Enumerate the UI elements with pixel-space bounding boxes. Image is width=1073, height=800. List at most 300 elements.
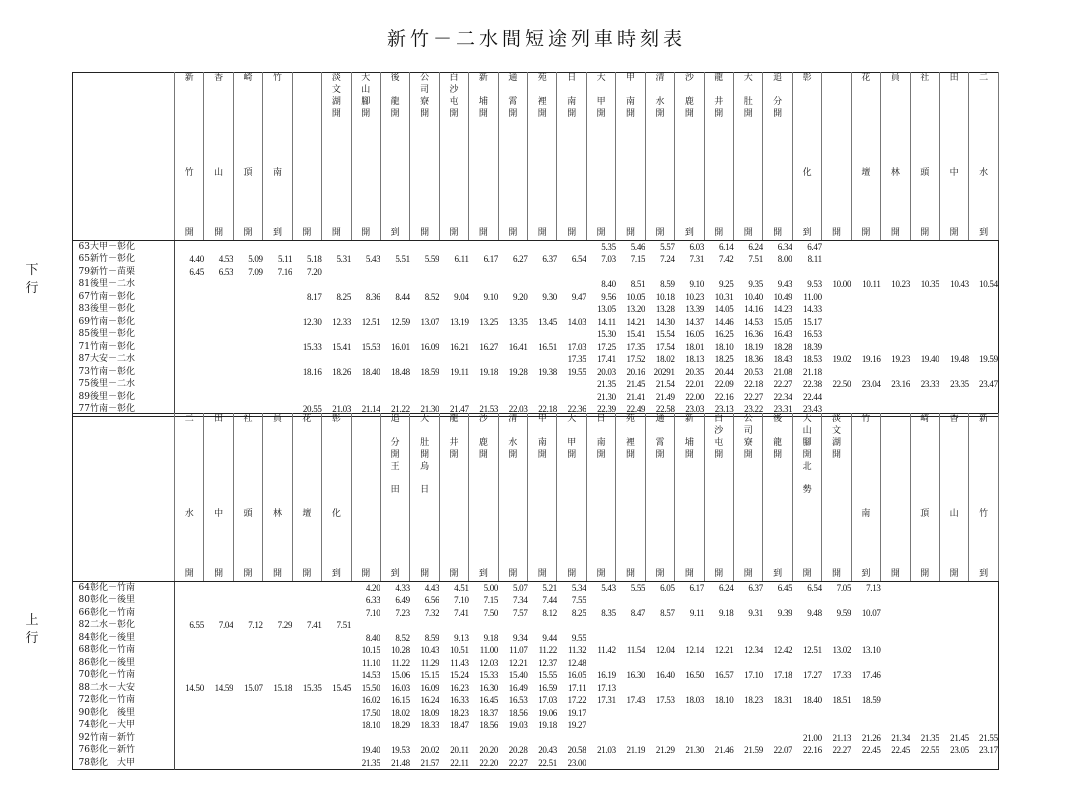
time-cell [322,644,351,657]
time-cell: 21.30 [597,391,616,402]
header-char [234,204,262,216]
time-cell: 21.35 [361,757,381,768]
time-cell [675,266,704,279]
time-cell [380,328,409,341]
time-cell: 23.22 [744,404,763,415]
header-char [705,180,733,192]
header-char: 竹 [979,509,989,520]
header-char [587,557,615,569]
header-char [969,557,997,569]
time-cell [557,303,586,316]
time-cell [439,278,468,291]
time-cell [292,657,321,670]
time-cell [822,632,851,645]
time-cell: 18.48 [391,366,410,377]
time-cell [969,240,998,253]
header-char [557,144,585,156]
train-label [73,607,175,620]
header-char [322,216,350,228]
header-char [410,426,438,438]
train-number: 73 [78,366,90,377]
time-cell [792,632,821,645]
train-number: 84 [78,632,90,643]
time-cell: 11.22 [391,657,410,668]
header-char: 開 [537,449,547,460]
header-char [175,533,203,545]
time-cell [263,303,292,316]
header-char: 田 [390,485,400,496]
time-cell [822,366,851,379]
header-char: 開 [684,568,694,579]
header-char [263,497,291,509]
time-cell [939,328,968,341]
time-cell: 12.51 [361,316,381,327]
time-cell: 20.02 [420,745,440,756]
time-cell [233,353,262,366]
header-char [734,545,762,557]
time-cell [822,266,851,279]
header-char [322,204,350,216]
header-char: 龍 [390,96,400,107]
time-cell [851,657,880,670]
time-cell: 15.24 [449,670,469,681]
header-char: 南 [272,168,282,179]
header-char [969,132,997,144]
time-cell: 20.43 [538,745,557,756]
time-cell [675,619,704,632]
time-cell: 22.16 [803,745,822,756]
header-char: 田 [214,414,224,424]
header-char [587,216,615,228]
header-char [734,557,762,569]
time-cell: 5.59 [424,254,440,265]
header-char [646,533,674,545]
header-char [293,180,321,192]
time-cell [881,328,910,341]
header-char: 員 [890,73,900,83]
time-cell [851,328,880,341]
time-cell: 16.03 [391,682,410,693]
header-char [675,426,703,438]
time-cell: 20.55 [302,404,322,415]
header-char [616,204,644,216]
time-cell [881,240,910,253]
time-cell: 7.04 [218,620,234,631]
time-cell [616,682,645,695]
header-char [204,473,232,485]
header-char [293,426,321,438]
time-cell: 7.50 [483,607,499,618]
time-cell [322,694,351,707]
table-row [73,594,999,607]
header-char [763,192,791,204]
time-cell [675,757,704,770]
time-cell [645,719,674,732]
header-char: 裡 [537,96,547,107]
header-char [940,545,968,557]
time-cell: 9.53 [807,279,822,290]
header-char [440,180,468,192]
train-label [73,682,175,695]
header-char: 開 [390,108,400,119]
header-char: 司 [743,425,753,436]
station-header [351,414,380,582]
time-cell: 21.46 [714,745,734,756]
time-cell [410,278,439,291]
time-cell [763,619,792,632]
header-char: 文 [331,84,341,95]
header-char [499,426,527,438]
time-cell [175,328,204,341]
time-cell: 14.03 [567,316,587,327]
time-cell [410,378,439,391]
header-char [322,426,350,438]
time-cell: 15.18 [273,682,293,693]
header-char [293,216,321,228]
time-cell [675,719,704,732]
header-char [587,533,615,545]
time-cell: 11.07 [509,645,528,656]
time-cell [763,732,792,745]
header-char: 花 [861,73,871,83]
train-label [73,266,175,279]
header-char [940,132,968,144]
time-cell [645,757,674,770]
time-cell: 16.01 [391,341,410,352]
header-char [616,497,644,509]
header-char [969,216,997,228]
time-cell: 14.23 [773,304,793,315]
header-char [528,426,556,438]
time-cell: 21.55 [979,732,998,743]
time-cell [881,669,910,682]
time-cell: 8.00 [777,254,793,265]
time-cell: 23.43 [803,404,822,415]
time-cell [175,694,204,707]
time-cell: 15.17 [803,316,822,327]
time-cell: 12.42 [773,645,793,656]
time-cell: 18.36 [744,354,763,365]
time-cell: 6.45 [777,582,793,593]
header-char [381,133,409,145]
header-char [675,216,703,228]
time-cell: 17.11 [567,682,587,693]
time-cell: 18.26 [332,366,352,377]
time-cell: 10.43 [950,279,969,290]
time-cell: 7.15 [630,254,646,265]
header-char [440,121,468,133]
header-char [940,204,968,216]
time-cell: 7.09 [248,266,263,277]
train-label [73,353,175,366]
header-char [469,557,497,569]
header-char: 白 [449,73,459,83]
station-header [939,414,968,582]
header-char [175,109,203,121]
time-cell [233,378,262,391]
time-cell: 15.40 [508,670,528,681]
time-cell [263,607,292,620]
train-route: 彰化－後里 [90,632,136,643]
header-char [322,121,350,133]
header-char [263,450,291,462]
time-cell: 21.49 [655,391,675,402]
header-char: 埔 [478,96,488,107]
header-char [675,474,703,486]
header-char [881,144,909,156]
header-char [587,462,615,474]
station-header [763,73,792,241]
header-char [911,545,939,557]
header-char [763,216,791,228]
header-char [499,509,527,521]
time-cell [969,607,998,620]
time-cell [822,719,851,732]
time-cell [557,619,586,632]
header-char [822,497,850,509]
time-cell [586,619,615,632]
time-cell [498,353,527,366]
header-char [881,414,909,426]
time-cell: 11.22 [538,645,557,656]
header-char [557,426,585,438]
time-cell: 14.46 [714,316,734,327]
time-cell [734,266,763,279]
time-cell: 13.07 [420,316,440,327]
time-cell: 7.24 [660,254,675,265]
time-cell [175,707,204,720]
time-cell: 18.37 [479,707,499,718]
header-char: 竹 [184,168,194,179]
header-char [557,204,585,216]
time-cell: 18.25 [714,354,734,365]
header-char [322,533,350,545]
time-cell [439,619,468,632]
header-char: 開 [449,227,459,238]
time-cell: 7.44 [542,595,557,606]
table-row [73,278,999,291]
header-char [263,192,291,204]
time-cell [233,316,262,329]
header-char [440,509,468,521]
time-cell [292,391,321,404]
header-char [940,85,968,97]
time-cell: 7.41 [307,620,322,631]
time-cell: 9.18 [483,632,499,643]
header-char [881,485,909,497]
header-char [234,156,262,168]
time-cell: 12.37 [538,657,557,668]
time-cell: 11.29 [420,657,440,668]
header-char: 彰 [331,414,341,424]
header-char: 員 [272,414,282,424]
header-char [528,144,556,156]
train-label [73,328,175,341]
header-char [175,144,203,156]
time-cell: 15.05 [773,316,793,327]
time-cell: 16.09 [420,682,440,693]
time-cell [969,619,998,632]
header-char: 開 [214,227,224,238]
header-char: 中 [949,168,959,179]
header-char: 苑 [537,73,547,83]
time-cell: 6.55 [189,620,204,631]
time-cell: 22.50 [832,379,852,390]
time-cell: 23.05 [950,745,969,756]
header-char [646,426,674,438]
header-char [646,497,674,509]
time-cell [910,632,939,645]
header-char: 開 [743,568,753,579]
header-char [881,509,909,521]
header-char: 香 [949,414,959,424]
train-route: 彰化－竹南 [90,695,136,706]
time-cell: 16.53 [508,695,528,706]
header-char [352,497,380,509]
header-char [469,121,497,133]
train-number: 79 [78,266,90,277]
header-char [734,216,762,228]
time-cell [263,632,292,645]
time-cell: 9.43 [777,279,793,290]
table-row [73,328,999,341]
time-cell [233,644,262,657]
time-cell [233,657,262,670]
header-char [557,85,585,97]
train-route: 竹南－彰化 [90,404,136,415]
header-char [852,121,880,133]
time-cell: 6.54 [571,254,587,265]
train-label [73,669,175,682]
header-char [616,557,644,569]
time-cell [822,303,851,316]
time-cell [881,607,910,620]
station-header [469,73,498,241]
time-cell: 18.23 [449,707,469,718]
header-char [440,497,468,509]
header-char [469,216,497,228]
time-cell [881,253,910,266]
header-char [499,545,527,557]
time-cell: 18.31 [773,695,793,706]
time-cell: 23.13 [714,404,734,415]
header-char [381,521,409,533]
time-cell: 10.15 [361,645,381,656]
header-char: 開 [567,568,577,579]
time-cell: 6.24 [748,241,763,252]
time-cell [969,316,998,329]
time-cell: 15.45 [332,682,352,693]
time-cell: 10.31 [714,291,734,302]
station-header [380,414,409,582]
time-cell: 23.16 [891,379,911,390]
header-char: 開 [243,227,253,238]
header-char [881,204,909,216]
time-cell [175,669,204,682]
station-header [969,73,998,241]
time-cell [910,644,939,657]
header-char [587,192,615,204]
header-char [705,121,733,133]
header-char [469,533,497,545]
header-char [469,156,497,168]
header-char [646,521,674,533]
header-char: 開 [508,568,518,579]
time-cell [322,303,351,316]
time-cell [881,682,910,695]
time-cell [822,240,851,253]
header-char: 屯 [449,96,459,107]
header-char [763,509,791,521]
header-char [646,557,674,569]
header-char: 沙 [449,84,459,95]
station-header [704,73,733,241]
time-cell [498,378,527,391]
header-char [528,180,556,192]
header-char [469,133,497,145]
header-char: 屯 [714,437,724,448]
time-cell: 9.47 [571,291,587,302]
header-char [852,144,880,156]
time-cell: 17.22 [567,695,587,706]
train-label [73,240,175,253]
table-row [73,341,999,354]
header-char: 清 [655,73,665,83]
time-cell [910,316,939,329]
time-cell [439,240,468,253]
time-cell: 21.54 [655,379,675,390]
header-char [528,533,556,545]
header-char [352,414,380,426]
time-cell: 5.18 [307,254,322,265]
header-char: 湖 [331,96,341,107]
header-char: 開 [626,449,636,460]
time-cell [763,632,792,645]
header-char [881,438,909,450]
header-char [852,533,880,545]
header-char [705,557,733,569]
time-cell: 18.56 [479,720,499,731]
header-char [616,216,644,228]
header-char [881,192,909,204]
header-char [646,192,674,204]
header-char: 開 [508,449,518,460]
train-route: 竹南－彰化 [90,366,136,377]
time-cell [204,391,233,404]
header-char: 大 [420,414,430,424]
header-char [293,109,321,121]
time-cell [939,291,968,304]
time-cell [969,391,998,404]
time-cell: 10.07 [861,607,881,618]
header-char [969,204,997,216]
header-char: 霄 [508,96,518,107]
time-cell [792,657,821,670]
time-cell [645,632,674,645]
time-cell [204,707,233,720]
time-cell: 16.09 [420,341,440,352]
header-char [822,474,850,486]
time-cell: 17.41 [597,354,616,365]
time-cell [498,278,527,291]
time-cell [322,669,351,682]
header-char [410,557,438,569]
train-label [73,632,175,645]
header-char [793,192,821,204]
header-char: 清 [508,414,518,424]
header-char: 白 [714,414,724,424]
header-char [352,216,380,228]
